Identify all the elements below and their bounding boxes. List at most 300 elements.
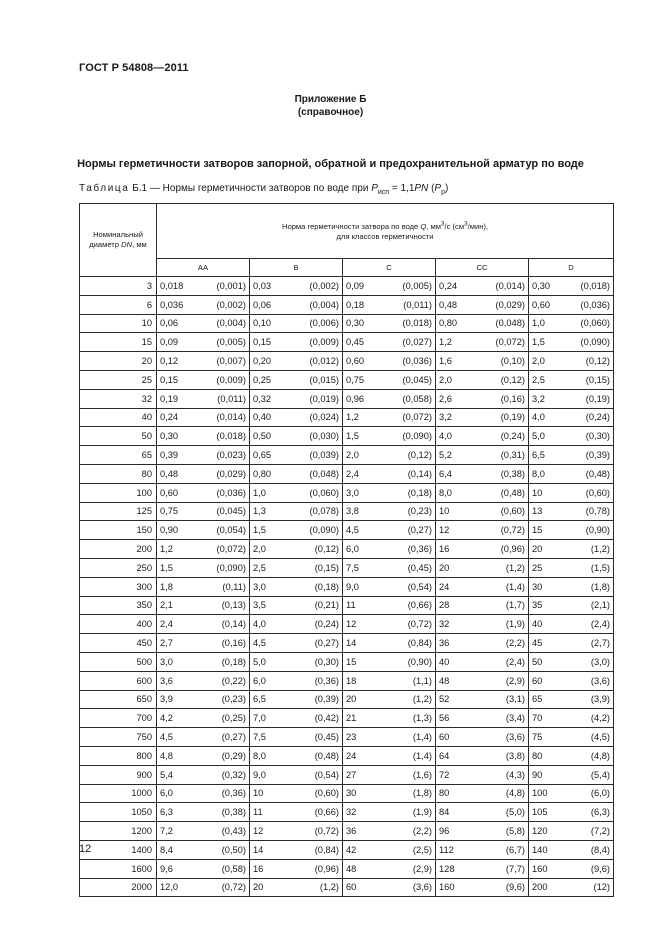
dn-header-line1: Номинальный [93, 230, 143, 239]
leak-rate-mm3-per-s: 0,45 [346, 337, 365, 348]
caption-table-word: Таблица [79, 183, 130, 194]
leak-rate-mm3-per-s: 0,50 [253, 431, 272, 442]
leak-rate-mm3-per-s: 2,6 [439, 393, 452, 404]
norm-cell-b [250, 652, 343, 671]
norm-cell-d [529, 596, 614, 615]
leak-rate-mm3-per-s: 5,4 [160, 769, 173, 780]
leak-rate-mm3-per-s: 30 [346, 788, 357, 799]
leak-rate-mm3-per-s: 65 [532, 694, 543, 705]
norm-cell-c [343, 615, 436, 634]
leak-rate-cm3-per-min: (0,060) [309, 487, 339, 498]
norm-cell-cc [436, 295, 529, 314]
norm-cell-cc [436, 671, 529, 690]
nominal-diameter-cell: 3 [80, 277, 157, 296]
norm-cell-cc [436, 408, 529, 427]
caption-p-subscript: исп [377, 189, 390, 196]
leak-rate-cm3-per-min: (0,036) [580, 299, 611, 310]
norm-cell-b [250, 615, 343, 634]
norm-cell-aa [157, 389, 250, 408]
leak-rate-cm3-per-min: (0,005) [402, 280, 432, 291]
nominal-diameter-cell: 1200 [80, 822, 157, 841]
leak-rate-mm3-per-s: 2,0 [439, 374, 452, 385]
norm-cell-cc [436, 690, 529, 709]
leak-rate-mm3-per-s: 0,06 [253, 299, 272, 310]
leak-rate-mm3-per-s: 14 [253, 844, 264, 855]
norm-cell-cc [436, 370, 529, 389]
nominal-diameter-cell: 80 [80, 464, 157, 483]
leak-rate-cm3-per-min: (0,090) [580, 337, 611, 348]
leak-rate-mm3-per-s: 0,10 [253, 318, 272, 329]
leak-rate-mm3-per-s: 3,2 [532, 393, 545, 404]
norm-cell-aa [157, 464, 250, 483]
leak-rate-cm3-per-min: (0,84) [314, 844, 339, 855]
leak-rate-mm3-per-s: 8,4 [160, 844, 173, 855]
norm-cell-d [529, 464, 614, 483]
leak-rate-cm3-per-min: (0,58) [221, 863, 246, 874]
norm-cell-d [529, 765, 614, 784]
leak-rate-cm3-per-min: (0,058) [402, 393, 432, 404]
norm-cell-c [343, 446, 436, 465]
appendix-note: (справочное) [297, 107, 364, 118]
leak-rate-mm3-per-s: 12 [253, 826, 264, 836]
nominal-diameter-cell: 650 [80, 690, 157, 709]
leak-rate-mm3-per-s: 6,5 [532, 450, 545, 461]
norm-header-text-d: /мин), [467, 222, 489, 232]
leak-rate-mm3-per-s: 2,4 [346, 468, 359, 479]
norm-cell-d [529, 634, 614, 653]
leak-rate-mm3-per-s: 0,60 [160, 487, 179, 498]
leak-rate-cm3-per-min: (0,72) [500, 525, 525, 536]
leak-rate-cm3-per-min: (2,4) [505, 656, 525, 667]
norm-cell-aa [157, 446, 250, 465]
norm-cell-aa [157, 615, 250, 634]
leak-rate-cm3-per-min: (0,036) [216, 487, 246, 498]
nominal-diameter-cell: 100 [80, 483, 157, 502]
norm-cell-d [529, 295, 614, 314]
nominal-diameter-cell: 2000 [80, 878, 157, 897]
leak-rate-cm3-per-min: (0,60) [500, 506, 525, 517]
norm-cell-c [343, 502, 436, 521]
norm-cell-aa [157, 709, 250, 728]
leak-rate-cm3-per-min: (0,007) [216, 356, 246, 367]
norm-cell-cc [436, 803, 529, 822]
table-row [80, 728, 614, 747]
norm-cell-b [250, 840, 343, 859]
leak-rate-mm3-per-s: 0,80 [439, 318, 458, 329]
leak-rate-mm3-per-s: 32 [439, 619, 450, 630]
leak-rate-mm3-per-s: 4,0 [439, 431, 452, 442]
norm-cell-d [529, 333, 614, 352]
leak-rate-cm3-per-min: (0,004) [309, 299, 339, 310]
leak-rate-cm3-per-min: (0,36) [221, 788, 246, 799]
leak-rate-mm3-per-s: 0,20 [253, 356, 272, 367]
table-body [80, 277, 614, 897]
nominal-diameter-cell: 65 [80, 446, 157, 465]
leak-rate-cm3-per-min: (12) [593, 882, 611, 893]
leak-rate-mm3-per-s: 6,0 [160, 788, 173, 799]
leak-rate-mm3-per-s: 9,0 [253, 769, 266, 780]
leak-rate-cm3-per-min: (0,078) [309, 506, 339, 517]
leak-rate-cm3-per-min: (0,60) [314, 788, 339, 799]
leak-rate-cm3-per-min: (0,090) [402, 431, 432, 442]
leak-rate-mm3-per-s: 0,75 [346, 374, 365, 385]
nominal-diameter-cell: 350 [80, 596, 157, 615]
nominal-diameter-cell: 800 [80, 746, 157, 765]
leak-rate-cm3-per-min: (0,27) [221, 732, 246, 743]
norm-cell-b [250, 502, 343, 521]
leak-rate-cm3-per-min: (1,5) [590, 562, 611, 573]
norm-cell-aa [157, 784, 250, 803]
leak-rate-cm3-per-min: (9,6) [505, 882, 525, 893]
table-row [80, 295, 614, 314]
leak-rate-cm3-per-min: (0,78) [585, 506, 611, 517]
leak-rate-cm3-per-min: (3,6) [590, 675, 611, 686]
leak-rate-cm3-per-min: (0,27) [407, 525, 432, 536]
leak-rate-cm3-per-min: (0,16) [500, 393, 525, 404]
norm-cell-cc [436, 765, 529, 784]
norm-cell-d [529, 577, 614, 596]
leak-rate-mm3-per-s: 0,09 [346, 280, 365, 291]
leak-rate-cm3-per-min: (1,2) [319, 882, 339, 893]
leak-rate-cm3-per-min: (0,36) [407, 544, 432, 555]
norm-cell-cc [436, 333, 529, 352]
leak-rate-mm3-per-s: 105 [532, 807, 548, 818]
leak-rate-mm3-per-s: 200 [532, 882, 548, 893]
norm-cell-d [529, 370, 614, 389]
norm-cell-cc [436, 446, 529, 465]
norm-cell-aa [157, 859, 250, 878]
leak-rate-mm3-per-s: 128 [439, 863, 455, 874]
norm-cell-c [343, 690, 436, 709]
leak-rate-mm3-per-s: 3,2 [439, 412, 452, 423]
leak-rate-cm3-per-min: (0,16) [221, 638, 246, 649]
leak-rate-mm3-per-s: 1,0 [532, 318, 545, 329]
tightness-norms-table [79, 203, 614, 897]
leak-rate-cm3-per-min: (0,12) [407, 450, 432, 461]
norm-cell-c [343, 540, 436, 559]
leak-rate-mm3-per-s: 1,8 [160, 581, 173, 592]
norm-cell-c [343, 746, 436, 765]
leak-rate-cm3-per-min: (0,18) [221, 656, 246, 667]
nominal-diameter-cell: 1400 [80, 840, 157, 859]
leak-rate-cm3-per-min: (2,7) [590, 638, 611, 649]
nominal-diameter-cell: 15 [80, 333, 157, 352]
norm-cell-c [343, 803, 436, 822]
leak-rate-mm3-per-s: 11 [253, 807, 263, 818]
table-row [80, 577, 614, 596]
norm-cell-d [529, 389, 614, 408]
table-row [80, 427, 614, 446]
norm-cell-aa [157, 765, 250, 784]
leak-rate-cm3-per-min: (0,054) [216, 525, 246, 536]
leak-rate-mm3-per-s: 20 [532, 544, 543, 555]
norm-cell-c [343, 765, 436, 784]
leak-rate-cm3-per-min: (0,14) [407, 468, 432, 479]
leak-rate-cm3-per-min: (0,006) [309, 318, 339, 329]
norm-header-sup2: 3 [464, 220, 468, 228]
leak-rate-mm3-per-s: 36 [439, 638, 450, 649]
leak-rate-cm3-per-min: (0,22) [221, 675, 246, 686]
norm-cell-d [529, 728, 614, 747]
leak-rate-cm3-per-min: (0,12) [585, 356, 611, 367]
norm-cell-c [343, 558, 436, 577]
norm-cell-b [250, 803, 343, 822]
leak-rate-cm3-per-min: (0,21) [314, 600, 339, 611]
leak-rate-cm3-per-min: (0,90) [407, 656, 432, 667]
table-row [80, 558, 614, 577]
leak-rate-cm3-per-min: (0,011) [403, 299, 432, 310]
leak-rate-cm3-per-min: (0,23) [407, 506, 432, 517]
table-row [80, 277, 614, 296]
leak-rate-cm3-per-min: (5,0) [505, 807, 525, 818]
section-heading: Нормы герметичности затворов запорной, обратной и предохранительной арматур по воде [77, 158, 584, 170]
leak-rate-mm3-per-s: 1,5 [532, 337, 545, 348]
leak-rate-cm3-per-min: (0,029) [216, 468, 246, 479]
leak-rate-cm3-per-min: (0,48) [314, 750, 339, 761]
table-row [80, 634, 614, 653]
leak-rate-mm3-per-s: 32 [346, 807, 357, 818]
table-row [80, 540, 614, 559]
leak-rate-cm3-per-min: (0,005) [216, 337, 246, 348]
leak-rate-cm3-per-min: (3,6) [505, 732, 525, 743]
leak-rate-mm3-per-s: 70 [532, 713, 543, 724]
norm-cell-d [529, 822, 614, 841]
norm-cell-aa [157, 822, 250, 841]
leak-rate-mm3-per-s: 10 [439, 506, 450, 517]
leak-rate-cm3-per-min: (0,30) [585, 431, 611, 442]
norm-cell-b [250, 709, 343, 728]
norm-cell-b [250, 408, 343, 427]
norm-cell-d [529, 408, 614, 427]
norm-cell-cc [436, 596, 529, 615]
leak-rate-mm3-per-s: 7,0 [253, 713, 266, 724]
norm-cell-aa [157, 295, 250, 314]
norm-cell-c [343, 521, 436, 540]
leak-rate-mm3-per-s: 5,2 [439, 450, 452, 461]
leak-rate-mm3-per-s: 2,7 [160, 638, 173, 649]
leak-rate-mm3-per-s: 0,90 [160, 525, 179, 536]
leak-rate-cm3-per-min: (4,5) [590, 732, 611, 743]
leak-rate-mm3-per-s: 24 [439, 581, 450, 592]
leak-rate-cm3-per-min: (0,11) [222, 581, 246, 592]
norm-cell-c [343, 671, 436, 690]
leak-rate-mm3-per-s: 2,5 [253, 562, 266, 573]
leak-rate-mm3-per-s: 0,12 [160, 356, 179, 367]
leak-rate-cm3-per-min: (0,002) [309, 280, 339, 291]
table-row [80, 859, 614, 878]
norm-cell-b [250, 558, 343, 577]
leak-rate-cm3-per-min: (0,66) [407, 600, 432, 611]
leak-rate-mm3-per-s: 8,0 [532, 468, 545, 479]
table-row [80, 408, 614, 427]
table-row [80, 709, 614, 728]
norm-cell-c [343, 427, 436, 446]
norm-header-text-a: Норма герметичности затвора по воде [281, 222, 421, 232]
leak-rate-mm3-per-s: 9,6 [160, 863, 173, 874]
leak-rate-mm3-per-s: 13 [532, 506, 543, 517]
leak-rate-mm3-per-s: 0,19 [160, 393, 179, 404]
leak-rate-mm3-per-s: 0,80 [253, 468, 272, 479]
norm-cell-b [250, 540, 343, 559]
dn-column-header [80, 204, 157, 277]
leak-rate-cm3-per-min: (0,24) [500, 431, 525, 442]
table-row [80, 352, 614, 371]
caption-pr-symbol: P [434, 183, 442, 194]
leak-rate-mm3-per-s: 3,5 [253, 600, 266, 611]
leak-rate-cm3-per-min: (1,4) [412, 750, 432, 761]
leak-rate-cm3-per-min: (8,4) [590, 844, 611, 855]
leak-rate-mm3-per-s: 4,5 [346, 525, 359, 536]
table-row [80, 803, 614, 822]
norm-header-text-b: , мм [426, 222, 441, 232]
norm-cell-d [529, 540, 614, 559]
leak-rate-cm3-per-min: (0,012) [309, 356, 339, 367]
leak-rate-mm3-per-s: 64 [439, 750, 450, 761]
appendix-heading [0, 93, 661, 119]
norm-cell-aa [157, 408, 250, 427]
leak-rate-mm3-per-s: 4,0 [532, 412, 545, 423]
leak-rate-mm3-per-s: 2,0 [346, 450, 359, 461]
leak-rate-cm3-per-min: (0,12) [500, 374, 525, 385]
leak-rate-cm3-per-min: (0,96) [314, 863, 339, 874]
norm-cell-cc [436, 822, 529, 841]
leak-rate-mm3-per-s: 0,09 [160, 337, 179, 348]
leak-rate-cm3-per-min: (0,48) [500, 487, 525, 498]
leak-rate-mm3-per-s: 3,0 [160, 656, 173, 667]
leak-rate-cm3-per-min: (0,090) [216, 562, 246, 573]
norm-cell-b [250, 427, 343, 446]
leak-rate-mm3-per-s: 0,15 [253, 337, 272, 348]
norm-cell-cc [436, 502, 529, 521]
leak-rate-mm3-per-s: 0,48 [439, 299, 458, 310]
dn-header-line2: диаметр [89, 240, 120, 249]
leak-rate-cm3-per-min: (0,036) [402, 356, 432, 367]
leak-rate-cm3-per-min: (0,045) [402, 374, 432, 385]
norm-cell-aa [157, 878, 250, 897]
norm-cell-b [250, 784, 343, 803]
leak-rate-cm3-per-min: (0,014) [216, 412, 246, 423]
leak-rate-mm3-per-s: 50 [532, 656, 543, 667]
table-row [80, 596, 614, 615]
leak-rate-mm3-per-s: 0,60 [532, 299, 551, 310]
norm-cell-b [250, 878, 343, 897]
nominal-diameter-cell: 1050 [80, 803, 157, 822]
leak-rate-cm3-per-min: (0,45) [314, 732, 339, 743]
norm-cell-b [250, 389, 343, 408]
leak-rate-cm3-per-min: (6,7) [505, 844, 525, 855]
norm-cell-cc [436, 746, 529, 765]
table-row [80, 389, 614, 408]
class-header-d: D [529, 259, 614, 277]
norm-cell-b [250, 746, 343, 765]
leak-rate-cm3-per-min: (0,39) [585, 450, 611, 461]
leak-rate-mm3-per-s: 42 [346, 844, 357, 855]
leak-rate-cm3-per-min: (0,019) [309, 393, 339, 404]
leak-rate-cm3-per-min: (0,18) [314, 581, 339, 592]
leak-rate-cm3-per-min: (0,048) [495, 318, 525, 329]
norm-cell-d [529, 709, 614, 728]
leak-rate-cm3-per-min: (1,9) [412, 807, 432, 818]
leak-rate-mm3-per-s: 23 [346, 732, 357, 743]
leak-rate-cm3-per-min: (6,0) [590, 788, 611, 799]
norm-cell-aa [157, 333, 250, 352]
leak-rate-mm3-per-s: 10 [532, 487, 543, 498]
leak-rate-mm3-per-s: 25 [532, 562, 543, 573]
norm-cell-c [343, 314, 436, 333]
document-code: ГОСТ Р 54808—2011 [79, 62, 189, 74]
norm-cell-b [250, 464, 343, 483]
leak-rate-cm3-per-min: (1,8) [412, 788, 432, 799]
table-row [80, 446, 614, 465]
nominal-diameter-cell: 200 [80, 540, 157, 559]
leak-rate-mm3-per-s: 112 [439, 844, 454, 855]
norm-cell-d [529, 521, 614, 540]
leak-rate-cm3-per-min: (0,045) [216, 506, 246, 517]
norm-cell-c [343, 840, 436, 859]
leak-rate-cm3-per-min: (0,024) [309, 412, 339, 423]
nominal-diameter-cell: 300 [80, 577, 157, 596]
norm-cell-c [343, 295, 436, 314]
norm-cell-c [343, 577, 436, 596]
norm-cell-b [250, 822, 343, 841]
leak-rate-cm3-per-min: (9,6) [590, 863, 611, 874]
leak-rate-mm3-per-s: 0,036 [160, 299, 184, 310]
leak-rate-cm3-per-min: (1,4) [505, 581, 525, 592]
leak-rate-cm3-per-min: (0,30) [314, 656, 339, 667]
leak-rate-mm3-per-s: 8,0 [439, 487, 452, 498]
norm-cell-d [529, 427, 614, 446]
norm-cell-b [250, 521, 343, 540]
leak-rate-mm3-per-s: 1,6 [439, 356, 452, 367]
leak-rate-cm3-per-min: (0,54) [407, 581, 432, 592]
leak-rate-cm3-per-min: (3,8) [505, 750, 525, 761]
norm-cell-c [343, 822, 436, 841]
leak-rate-mm3-per-s: 9,0 [346, 581, 359, 592]
leak-rate-mm3-per-s: 12 [346, 619, 357, 630]
leak-rate-mm3-per-s: 4,2 [160, 713, 173, 724]
leak-rate-cm3-per-min: (2,9) [505, 675, 525, 686]
leak-rate-cm3-per-min: (0,29) [221, 750, 246, 761]
nominal-diameter-cell: 125 [80, 502, 157, 521]
leak-rate-mm3-per-s: 80 [532, 750, 543, 761]
leak-rate-mm3-per-s: 16 [253, 863, 264, 874]
leak-rate-cm3-per-min: (5,8) [505, 826, 525, 836]
leak-rate-mm3-per-s: 2,0 [532, 356, 545, 367]
leak-rate-mm3-per-s: 36 [346, 826, 357, 836]
norm-cell-aa [157, 803, 250, 822]
norm-cell-aa [157, 690, 250, 709]
norm-cell-c [343, 408, 436, 427]
caption-open-paren: ( [428, 183, 435, 194]
leak-rate-mm3-per-s: 21 [346, 713, 357, 724]
norm-cell-d [529, 803, 614, 822]
leak-rate-mm3-per-s: 2,4 [160, 619, 173, 630]
norm-cell-d [529, 446, 614, 465]
leak-rate-cm3-per-min: (0,048) [309, 468, 339, 479]
norm-cell-b [250, 352, 343, 371]
leak-rate-mm3-per-s: 0,15 [160, 374, 179, 385]
table-row [80, 333, 614, 352]
class-header-b: B [250, 259, 343, 277]
nominal-diameter-cell: 20 [80, 352, 157, 371]
leak-rate-mm3-per-s: 0,96 [346, 393, 365, 404]
nominal-diameter-cell: 40 [80, 408, 157, 427]
leak-rate-cm3-per-min: (0,002) [216, 299, 246, 310]
norm-cell-aa [157, 746, 250, 765]
leak-rate-cm3-per-min: (0,015) [309, 374, 339, 385]
norm-cell-c [343, 464, 436, 483]
leak-rate-mm3-per-s: 2,5 [532, 374, 545, 385]
